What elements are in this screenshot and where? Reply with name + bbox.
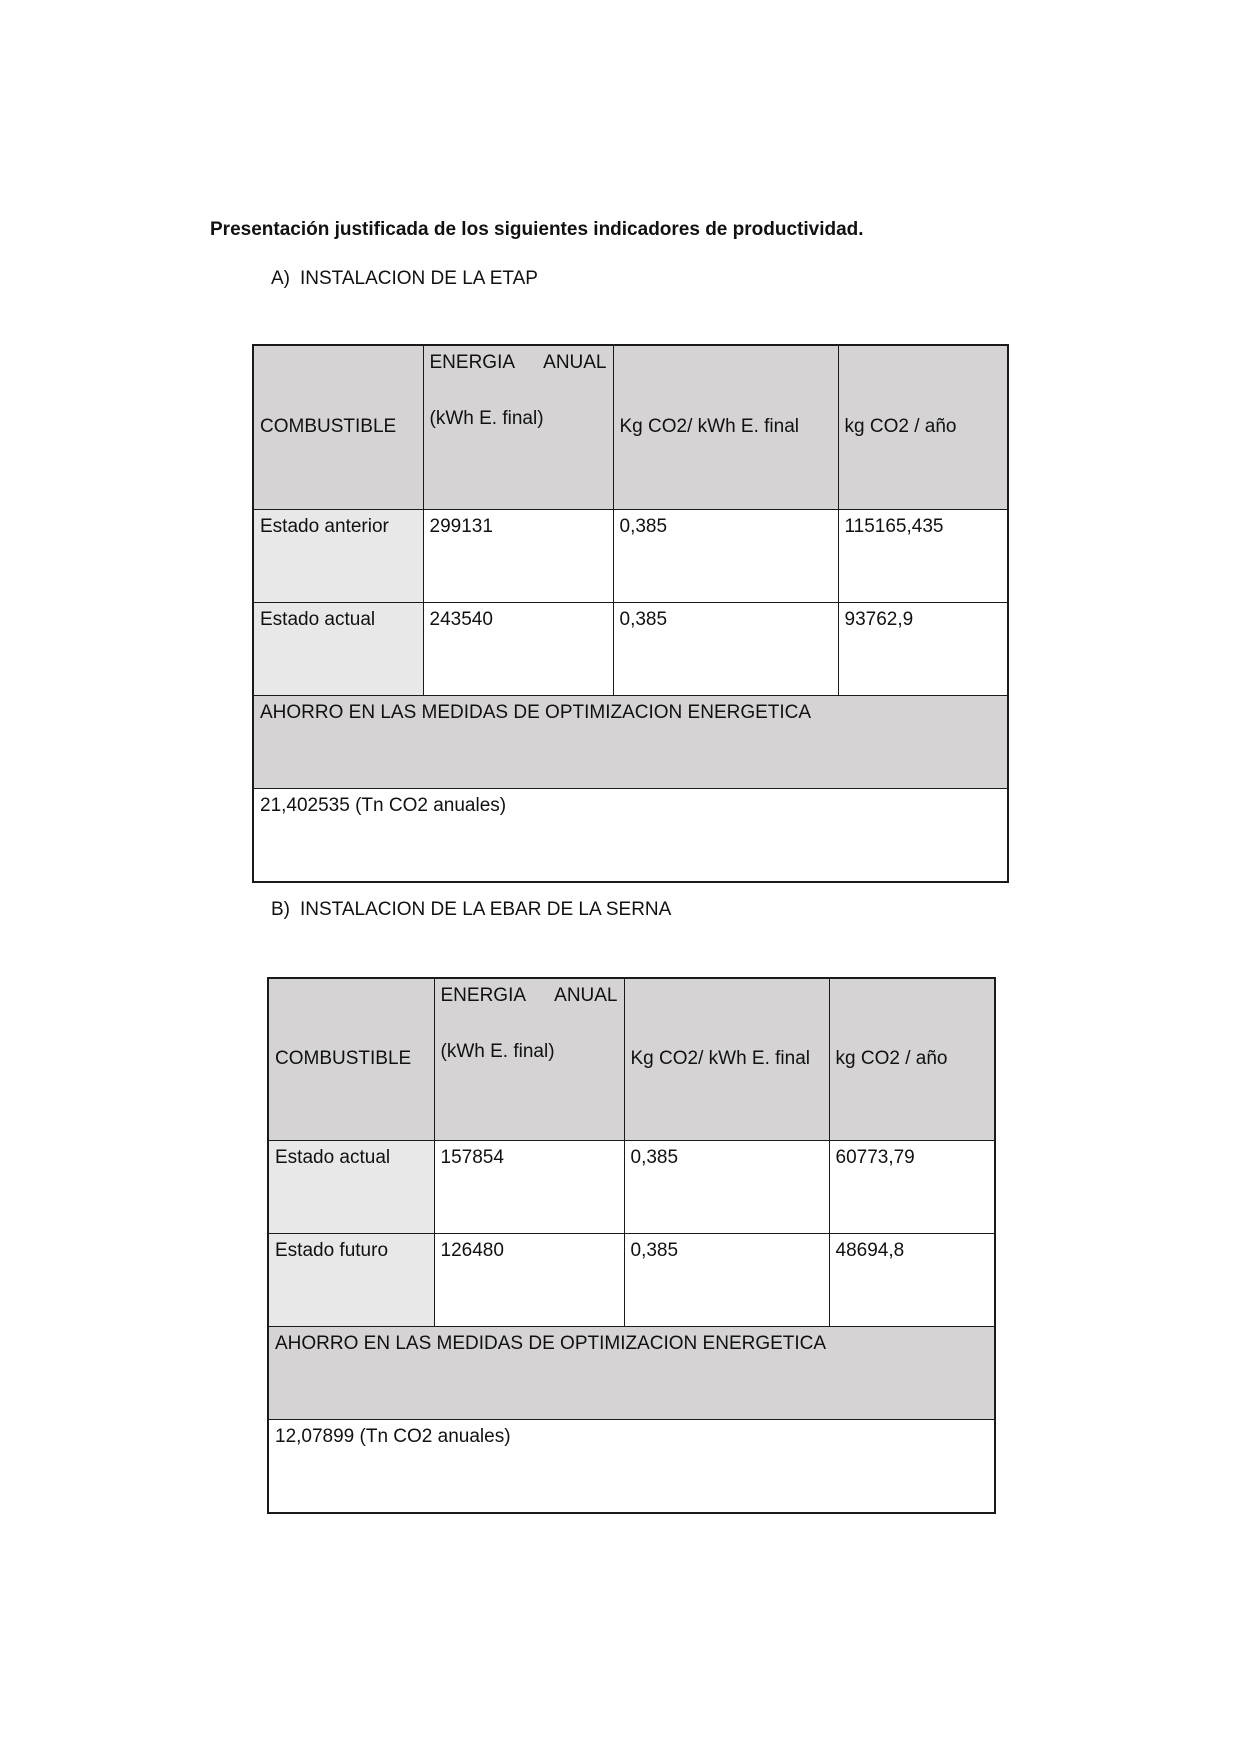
section-b-title: INSTALACION DE LA EBAR DE LA SERNA (300, 899, 672, 920)
cell-emissions: 60773,79 (829, 1140, 995, 1233)
header-energy-word1: ENERGIA (440, 985, 527, 1006)
saving-title-row (253, 695, 1008, 788)
header-factor: Kg CO2/ kWh E. final (613, 345, 838, 509)
cell-factor: 0,385 (613, 602, 838, 695)
cell-emissions: 93762,9 (838, 602, 1008, 695)
table-etap (252, 344, 1009, 883)
header-energy-word1: ENERGIA (429, 352, 516, 373)
header-energy (423, 345, 613, 509)
table-row (253, 509, 1008, 602)
saving-title-row (268, 1326, 995, 1419)
header-energy-word2: ANUAL (543, 352, 607, 373)
header-energy-unit: (kWh E. final) (429, 408, 544, 429)
saving-value-row (268, 1419, 995, 1513)
header-emissions: kg CO2 / año (838, 345, 1008, 509)
header-energy-unit: (kWh E. final) (440, 1041, 555, 1062)
saving-value: 12,07899 (Tn CO2 anuales) (268, 1419, 995, 1513)
table-ebar-serna (267, 977, 996, 1514)
row-label: Estado actual (253, 602, 423, 695)
row-label: Estado futuro (268, 1233, 434, 1326)
header-factor: Kg CO2/ kWh E. final (624, 978, 829, 1140)
saving-value-row (253, 788, 1008, 882)
section-b-heading (271, 899, 671, 921)
cell-emissions: 48694,8 (829, 1233, 995, 1326)
header-energy-word2: ANUAL (554, 985, 618, 1006)
cell-energy: 299131 (423, 509, 613, 602)
row-label: Estado actual (268, 1140, 434, 1233)
header-fuel: COMBUSTIBLE (253, 345, 423, 509)
table-row (268, 1140, 995, 1233)
header-energy (434, 978, 624, 1140)
saving-value: 21,402535 (Tn CO2 anuales) (253, 788, 1008, 882)
section-a-letter: A) (271, 268, 290, 289)
table-row (253, 602, 1008, 695)
table-header-row (253, 345, 1008, 509)
saving-title: AHORRO EN LAS MEDIDAS DE OPTIMIZACION ENERGETICA (253, 695, 1008, 788)
cell-factor: 0,385 (624, 1233, 829, 1326)
cell-factor: 0,385 (624, 1140, 829, 1233)
section-a-title: INSTALACION DE LA ETAP (300, 268, 538, 289)
cell-energy: 243540 (423, 602, 613, 695)
cell-energy: 157854 (434, 1140, 624, 1233)
section-a-heading (271, 268, 538, 290)
header-fuel: COMBUSTIBLE (268, 978, 434, 1140)
cell-energy: 126480 (434, 1233, 624, 1326)
page-heading: Presentación justificada de los siguientes indicadores de productividad. (210, 219, 864, 240)
section-b-letter: B) (271, 899, 290, 920)
row-label: Estado anterior (253, 509, 423, 602)
table-header-row (268, 978, 995, 1140)
table-row (268, 1233, 995, 1326)
cell-emissions: 115165,435 (838, 509, 1008, 602)
saving-title: AHORRO EN LAS MEDIDAS DE OPTIMIZACION ENERGETICA (268, 1326, 995, 1419)
header-emissions: kg CO2 / año (829, 978, 995, 1140)
cell-factor: 0,385 (613, 509, 838, 602)
